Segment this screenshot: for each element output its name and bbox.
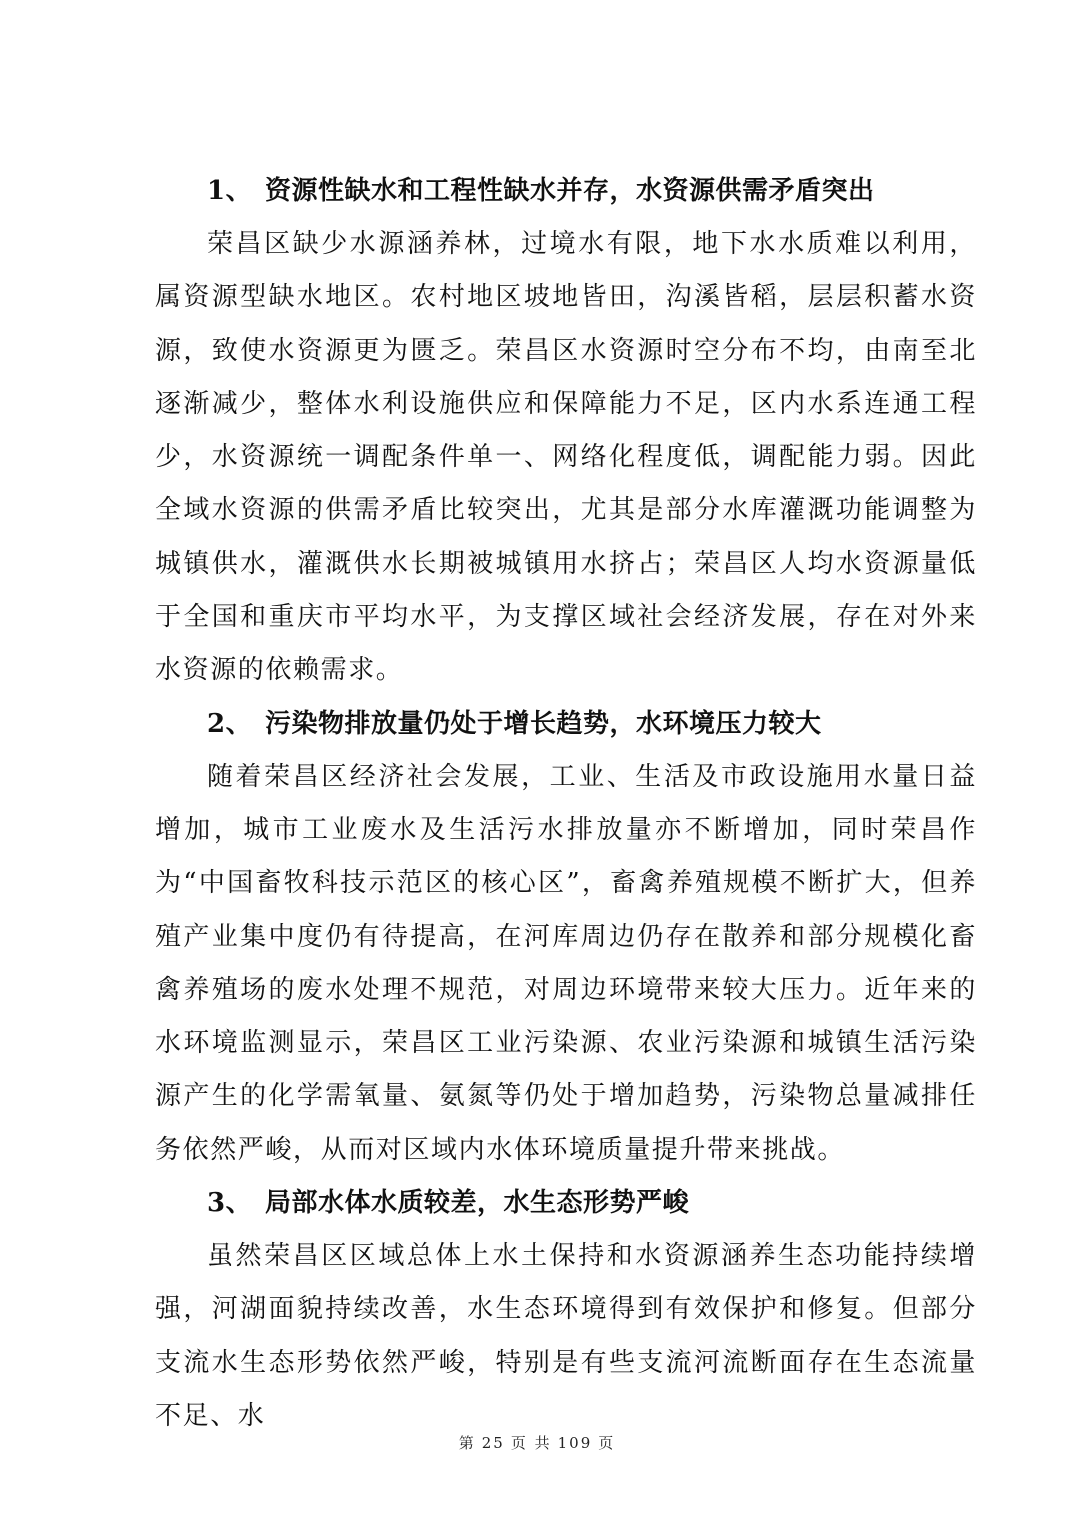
section-2-heading (155, 698, 977, 751)
footer-suffix: 页 (598, 1434, 616, 1452)
section-3-number: 3、 (207, 1188, 253, 1219)
section-3-paragraph: 虽然荣昌区区域总体上水土保持和水资源涵养生态功能持续增强，河湖面貌持续改善，水生态环境得到有效保护和修复。但部分支流水生态形势依然严峻，特别是有些支流河流断面存在生态流量不足、水 (155, 1241, 977, 1431)
section-3-title: 局部水体水质较差，水生态形势严峻 (265, 1188, 690, 1219)
footer-middle: 页 共 (510, 1434, 552, 1452)
page-footer (0, 1432, 1074, 1453)
section-3-heading (155, 1177, 977, 1230)
document-body (155, 165, 977, 1443)
section-2-paragraph: 随着荣昌区经济社会发展，工业、生活及市政设施用水量日益增加，城市工业废水及生活污水排放量亦不断增加，同时荣昌作为“中国畜牧科技示范区的核心区”，畜禽养殖规模不断扩大，但养殖产业集中度仍有待提高，在河库周边仍存在散养和部分规模化畜禽养殖场的废水处理不规范，对周边环境带来较大压力。近年来的水环境监测显示，荣昌区工业污染源、农业污染源和城镇生活污染源产生的化学需氧量、氨氮等仍处于增加趋势，污染物总量减排任务依然严峻，从而对区域内水体环境质量提升带来挑战。 (155, 761, 977, 1165)
section-2-title: 污染物排放量仍处于增长趋势，水环境压力较大 (265, 708, 822, 739)
section-2-number: 2、 (207, 708, 253, 739)
footer-page-number: 25 (481, 1434, 505, 1452)
footer-prefix: 第 (458, 1434, 476, 1452)
section-1-title: 资源性缺水和工程性缺水并存，水资源供需矛盾突出 (265, 176, 875, 206)
footer-total-pages: 109 (557, 1434, 593, 1452)
section-1-heading (155, 165, 977, 218)
section-1-number: 1、 (207, 176, 253, 206)
section-1-paragraph: 荣昌区缺少水源涵养林，过境水有限，地下水水质难以利用，属资源型缺水地区。农村地区坡地皆田，沟溪皆稻，层层积蓄水资源，致使水资源更为匮乏。荣昌区水资源时空分布不均，由南至北逐渐减少，整体水利设施供应和保障能力不足，区内水系连通工程少，水资源统一调配条件单一、网络化程度低，调配能力弱。因此全域水资源的供需矛盾比较突出，尤其是部分水库灌溉功能调整为城镇供水，灌溉供水长期被城镇用水挤占；荣昌区人均水资源量低于全国和重庆市平均水平，为支撑区域社会经济发展，存在对外来水资源的依赖需求。 (155, 229, 977, 686)
